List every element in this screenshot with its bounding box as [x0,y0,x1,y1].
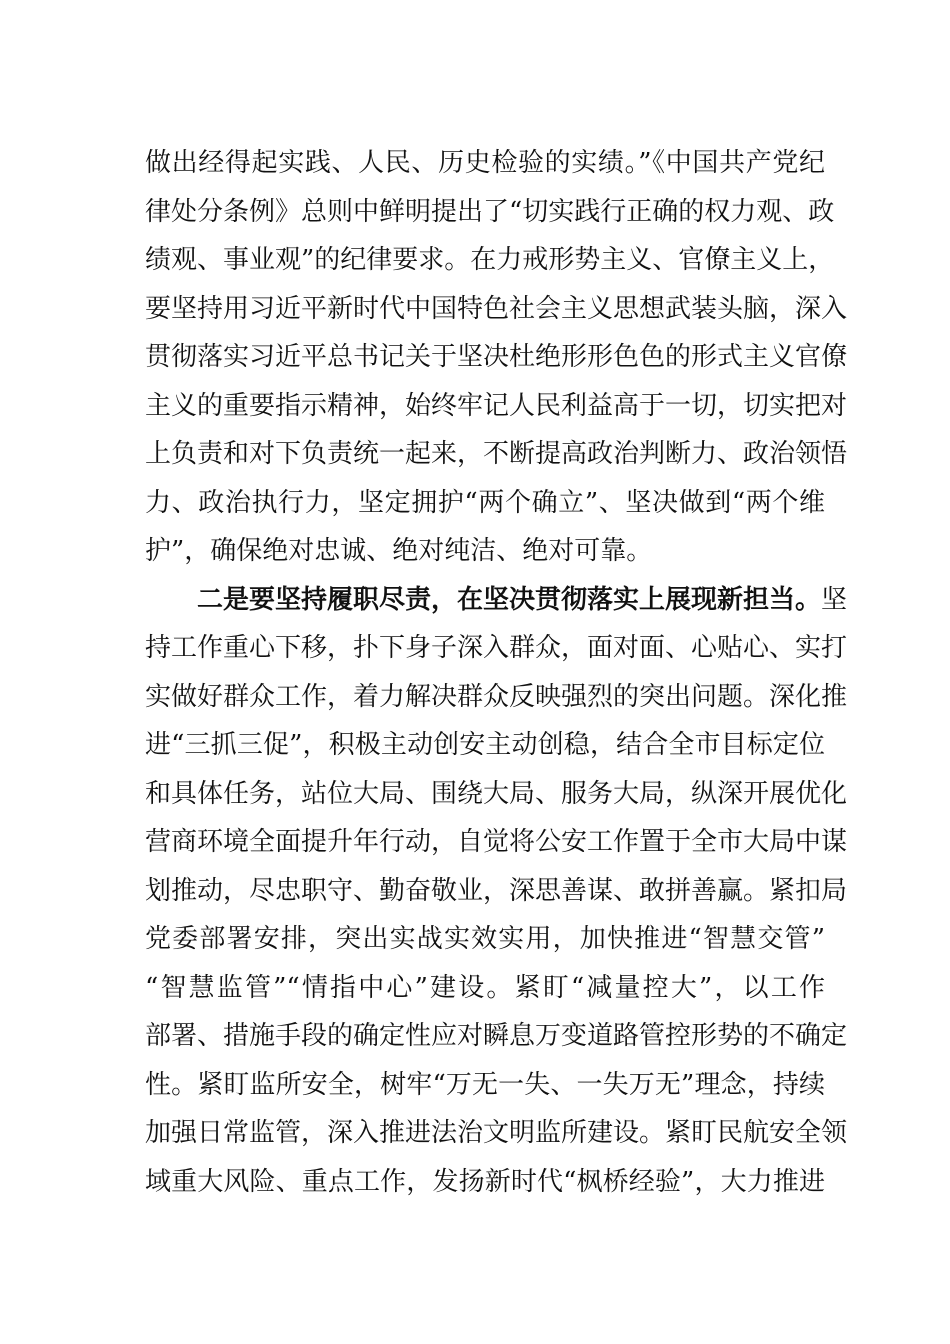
text-line: 主义的重要指示精神，始终牢记人民利益高于一切，切实把对 [145,390,848,421]
paragraph-heading: 二是要坚持履职尽责，在坚决贯彻落实上展现新担当。 [197,584,822,615]
paragraph-1 [145,139,848,576]
text-line: 域重大风险、重点工作，发扬新时代“枫桥经验”，大力推进 [145,1166,825,1197]
text-line: 贯彻落实习近平总书记关于坚决杜绝形形色色的形式主义官僚 [145,342,848,372]
paragraph-heading-line [145,576,848,625]
paragraph-2 [145,576,848,1207]
text-line: 持工作重心下移，扑下身子深入群众，面对面、心贴心、实打 [145,633,848,663]
body-text [145,139,848,1206]
text-line: 和具体任务，站位大局、围绕大局、服务大局，纵深开展优化 [145,778,848,809]
text-line: “智慧监管”“情指中心”建设。紧盯“减量控大”，以工作 [145,972,825,1003]
text-line: 性。紧盯监所安全，树牢“万无一失、一失万无”理念，持续 [145,1069,825,1100]
text-line: 部署、措施手段的确定性应对瞬息万变道路管控形势的不确定 [145,1021,848,1051]
text-line: 绩观、事业观”的纪律要求。在力戒形势主义、官僚主义上， [145,245,835,275]
text-line: 实做好群众工作，着力解决群众反映强烈的突出问题。深化推 [145,681,848,712]
text-line: 做出经得起实践、人民、历史检验的实绩。”《中国共产党纪 [145,148,825,178]
text-line: 上负责和对下负责统一起来，不断提高政治判断力、政治领悟 [145,439,848,469]
text-line: 营商环境全面提升年行动，自觉将公安工作置于全市大局中谋 [145,827,848,857]
text-line: 划推动，尽忠职守、勤奋敬业，深思善谋、敢拼善赢。紧扣局 [145,875,848,906]
text-line: 护”，确保绝对忠诚、绝对纯洁、绝对可靠。 [145,536,653,566]
text-line: 律处分条例》总则中鲜明提出了“切实践行正确的权力观、政 [145,196,835,227]
text-line: 加强日常监管，深入推进法治文明监所建设。紧盯民航安全领 [145,1118,848,1148]
heading-line-rest: 坚 [821,584,848,615]
text-line: 进“三抓三促”，积极主动创安主动创稳，结合全市目标定位 [145,730,825,760]
text-line: 党委部署安排，突出实战实效实用，加快推进“智慧交管” [145,924,825,954]
text-line: 力、政治执行力，坚定拥护“两个确立”、坚决做到“两个维 [145,487,825,518]
text-line: 要坚持用习近平新时代中国特色社会主义思想武装头脑，深入 [145,293,848,324]
